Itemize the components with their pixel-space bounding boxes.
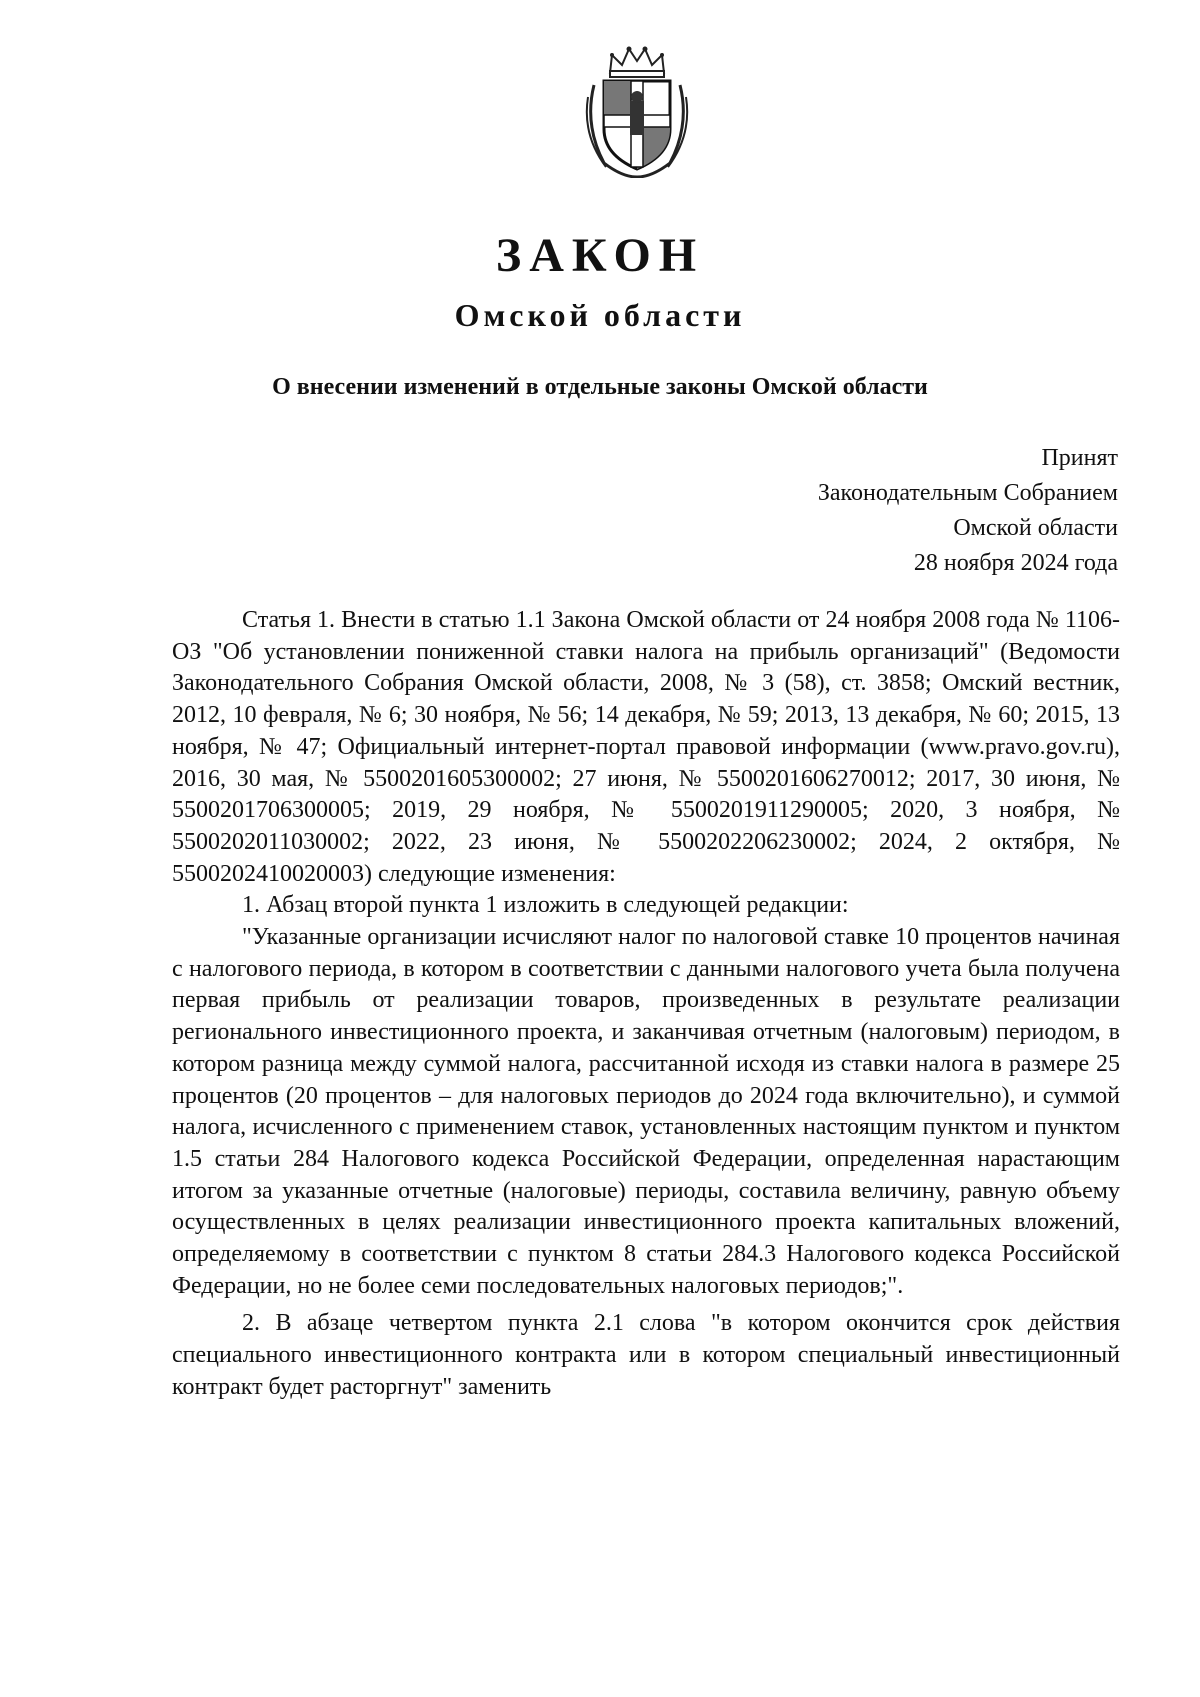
law-subject: О внесении изменений в отдельные законы Омской области [272,374,928,400]
adoption-line: Законодательным Собранием [817,480,1118,506]
adoption-block [818,441,1118,581]
adoption-date: 28 ноября 2024 года [913,550,1118,576]
law-body [172,605,1120,1404]
region-title: Омской области [454,297,746,333]
adoption-line: Омской области [953,515,1118,541]
item-2-paragraph: 2. В абзаце четвертом пункта 2.1 слова "в котором окончится срок действия специального инвестиционного контракта или в котором специальный инвестиционный контракт будет расторгнут" заменить [172,1310,1120,1400]
coat-of-arms-icon [582,45,692,178]
article-1-paragraph: Статья 1. Внести в статью 1.1 Закона Омской области от 24 ноября 2008 года № 1106-ОЗ "Об установлении пониженной ставки налога на прибыль организаций" (Ведомости Законодательного Собрания Омской области, 2008, № 3 (58), ст. 3858; Омский вестник, 2012, 10 февраля, № 6; 30 ноября, № 56; 14 декабря, № 59; 2013, 13 декабря, № 60; 2015, 13 ноября, № 47; Официальный интернет-портал правовой информации (www.pravo.gov.ru), 2016, 30 мая, № 5500201605300002; 27 июня, № 5500201606270012; 2017, 30 июня, № 5500201706300005; 2019, 29 ноября, № 5500201911290005; 2020, 3 ноября, № 5500202011030002; 2022, 23 июня, № 5500202206230002; 2024, 2 октября, № 5500202410020003) следующие изменения: [172,607,1120,887]
adoption-line: Принят [1041,445,1118,471]
quoted-text-paragraph: "Указанные организации исчисляют налог по налоговой ставке 10 процентов начиная с налогового периода, в котором в соответствии с данными налогового учета была получена первая прибыль от реализации товаров, произведенных в результате реализации регионального инвестиционного проекта, и заканчивая отчетным (налоговым) периодом, в котором разница между суммой налога, рассчитанной исходя из ставки налога в размере 25 процентов (20 процентов – для налоговых периодов до 2024 года включительно), и суммой налога, исчисленного с применением ставок, установленных настоящим пунктом и пунктом 1.5 статьи 284 Налогового кодекса Российской Федерации, определенная нарастающим итогом за указанные отчетные (налоговые) периоды, составила величину, равную объему осуществленных в целях реализации инвестиционного проекта капитальных вложений, определяемому в соответствии с пунктом 8 статьи 284.3 Налогового кодекса Российской Федерации, но не более семи последовательных налоговых периодов;". [172,924,1120,1299]
item-1-paragraph: 1. Абзац второй пункта 1 изложить в следующей редакции: [242,892,849,919]
document-title: ЗАКОН [495,229,705,282]
